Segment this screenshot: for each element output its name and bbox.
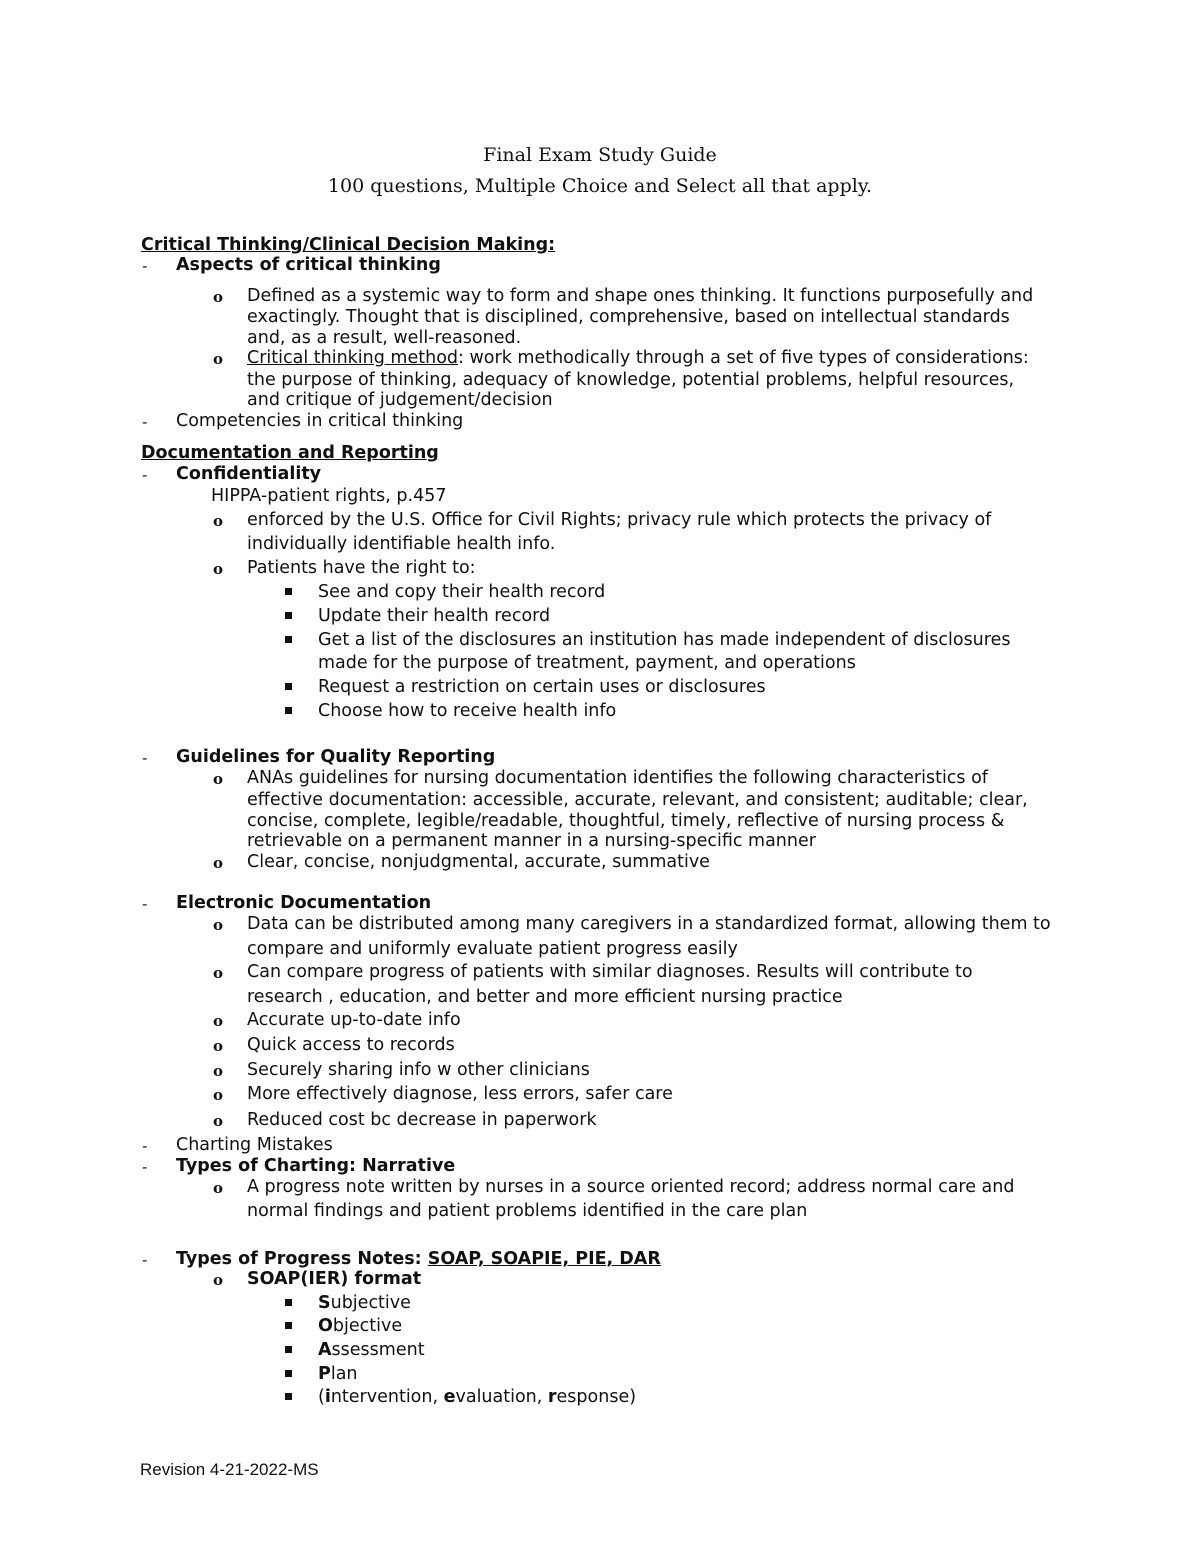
square-bullet xyxy=(285,707,292,714)
square-bullet xyxy=(285,588,292,595)
text-line: Securely sharing info w other clinicians xyxy=(247,1060,590,1080)
word-rest: ubjective xyxy=(330,1293,411,1313)
list-item: Update their health record xyxy=(318,606,551,626)
page-footer: Revision 4-21-2022-MS xyxy=(140,1460,319,1479)
list-item xyxy=(318,1340,425,1360)
text-line: Quick access to records xyxy=(247,1035,455,1055)
square-bullet xyxy=(285,1346,292,1353)
circle-bullet: o xyxy=(213,512,224,530)
text-line: Data can be distributed among many caregivers in a standardized format, allowing them to xyxy=(247,914,1051,934)
charting-mistakes-item: Charting Mistakes xyxy=(176,1135,333,1155)
text-line: Can compare progress of patients with similar diagnoses. Results will contribute to xyxy=(247,962,973,982)
word-rest: lan xyxy=(330,1364,358,1384)
text-line: the purpose of thinking, adequacy of knowledge, potential problems, helpful resources, xyxy=(247,370,1015,390)
narrative-heading: Types of Charting: Narrative xyxy=(176,1156,456,1176)
square-bullet xyxy=(285,1299,292,1306)
list-item xyxy=(318,1387,636,1407)
list-item: Choose how to receive health info xyxy=(318,701,617,721)
text-line: effective documentation: accessible, accurate, relevant, and consistent; auditable; clear, xyxy=(247,790,1028,810)
square-bullet xyxy=(285,612,292,619)
circle-bullet: o xyxy=(213,770,224,788)
square-bullet xyxy=(285,1370,292,1377)
circle-bullet: o xyxy=(213,964,224,982)
square-bullet xyxy=(285,683,292,690)
text-line: ANAs guidelines for nursing documentation identifies the following characteristics of xyxy=(247,768,988,788)
text-line: and, as a result, well-reasoned. xyxy=(247,328,522,348)
dash-bullet: - xyxy=(142,749,148,767)
square-bullet xyxy=(285,636,292,643)
word-rest: esponse) xyxy=(556,1387,637,1407)
progress-label: Types of Progress Notes: xyxy=(176,1249,428,1269)
section-heading-documentation: Documentation and Reporting xyxy=(141,443,439,463)
section-heading-critical-thinking: Critical Thinking/Clinical Decision Making: xyxy=(141,235,556,255)
text-line: More effectively diagnose, less errors, safer care xyxy=(247,1084,673,1104)
dash-bullet: - xyxy=(142,1137,148,1155)
circle-bullet: o xyxy=(213,288,224,306)
aspects-heading: Aspects of critical thinking xyxy=(176,255,441,275)
circle-bullet: o xyxy=(213,1112,224,1130)
list-item xyxy=(318,1316,402,1336)
text-line: enforced by the U.S. Office for Civil Rights; privacy rule which protects the privacy of xyxy=(247,510,992,530)
letter-e: e xyxy=(443,1387,456,1407)
text-line: research , education, and better and more efficient nursing practice xyxy=(247,987,843,1007)
progress-notes-heading xyxy=(176,1249,661,1269)
letter-p: P xyxy=(318,1364,331,1384)
method-text: : work methodically through a set of five types of considerations: xyxy=(458,348,1029,368)
text-line: Defined as a systemic way to form and shape ones thinking. It functions purposefully and xyxy=(247,286,1034,306)
hippa-line: HIPPA-patient rights, p.457 xyxy=(211,486,447,506)
text-line: retrievable on a permanent manner in a nursing-specific manner xyxy=(247,831,816,851)
circle-bullet: o xyxy=(213,1086,224,1104)
dash-bullet: - xyxy=(142,895,148,913)
circle-bullet: o xyxy=(213,854,224,872)
list-item: Request a restriction on certain uses or disclosures xyxy=(318,677,766,697)
method-label: Critical thinking method xyxy=(247,348,459,368)
competencies-item: Competencies in critical thinking xyxy=(176,411,464,431)
page-subtitle: 100 questions, Multiple Choice and Select all that apply. xyxy=(327,175,873,197)
text-line: compare and uniformly evaluate patient progress easily xyxy=(247,939,738,959)
letter-r: r xyxy=(547,1387,557,1407)
text-line: individually identifiable health info. xyxy=(247,534,556,554)
circle-bullet: o xyxy=(213,1037,224,1055)
square-bullet xyxy=(285,1393,292,1400)
text-line: exactingly. Thought that is disciplined, comprehensive, based on intellectual standards xyxy=(247,307,1010,327)
text-line: Accurate up-to-date info xyxy=(247,1010,461,1030)
circle-bullet: o xyxy=(213,1012,224,1030)
word-rest: ssessment xyxy=(331,1340,425,1360)
confidentiality-heading: Confidentiality xyxy=(176,464,322,484)
text-line: normal findings and patient problems identified in the care plan xyxy=(247,1201,808,1221)
text-line: Patients have the right to: xyxy=(247,558,476,578)
word-rest: ntervention, xyxy=(330,1387,444,1407)
dash-bullet: - xyxy=(142,1158,148,1176)
circle-bullet: o xyxy=(213,916,224,934)
page-title: Final Exam Study Guide xyxy=(483,144,717,166)
circle-bullet: o xyxy=(213,350,224,368)
text-line: concise, complete, legible/readable, thoughtful, timely, reflective of nursing process & xyxy=(247,811,1005,831)
electronic-heading: Electronic Documentation xyxy=(176,893,432,913)
text-line: Reduced cost bc decrease in paperwork xyxy=(247,1110,597,1130)
text-line: made for the purpose of treatment, payment, and operations xyxy=(318,653,856,673)
circle-bullet: o xyxy=(213,560,224,578)
text-line xyxy=(247,348,1029,368)
list-item: See and copy their health record xyxy=(318,582,606,602)
dash-bullet: - xyxy=(142,1251,148,1269)
text-line: Clear, concise, nonjudgmental, accurate, summative xyxy=(247,852,710,872)
circle-bullet: o xyxy=(213,1271,224,1289)
circle-bullet: o xyxy=(213,1179,224,1197)
word-rest: bjective xyxy=(332,1316,403,1336)
paren-open: ( xyxy=(318,1387,325,1407)
dash-bullet: - xyxy=(142,466,148,484)
progress-types: SOAP, SOAPIE, PIE, DAR xyxy=(427,1249,661,1269)
text-line: A progress note written by nurses in a source oriented record; address normal care and xyxy=(247,1177,1015,1197)
list-item: Get a list of the disclosures an institution has made independent of disclosures xyxy=(318,630,1011,650)
square-bullet xyxy=(285,1322,292,1329)
circle-bullet: o xyxy=(213,1062,224,1080)
letter-o: O xyxy=(318,1316,333,1336)
list-item xyxy=(318,1293,411,1313)
text-line: and critique of judgement/decision xyxy=(247,390,553,410)
dash-bullet: - xyxy=(142,257,148,275)
guidelines-heading: Guidelines for Quality Reporting xyxy=(176,747,496,767)
letter-a: A xyxy=(318,1340,332,1360)
soap-format-heading: SOAP(IER) format xyxy=(247,1269,422,1289)
word-rest: valuation, xyxy=(455,1387,548,1407)
letter-i: i xyxy=(324,1387,331,1407)
letter-s: S xyxy=(318,1293,331,1313)
list-item xyxy=(318,1364,358,1384)
dash-bullet: - xyxy=(142,413,148,431)
